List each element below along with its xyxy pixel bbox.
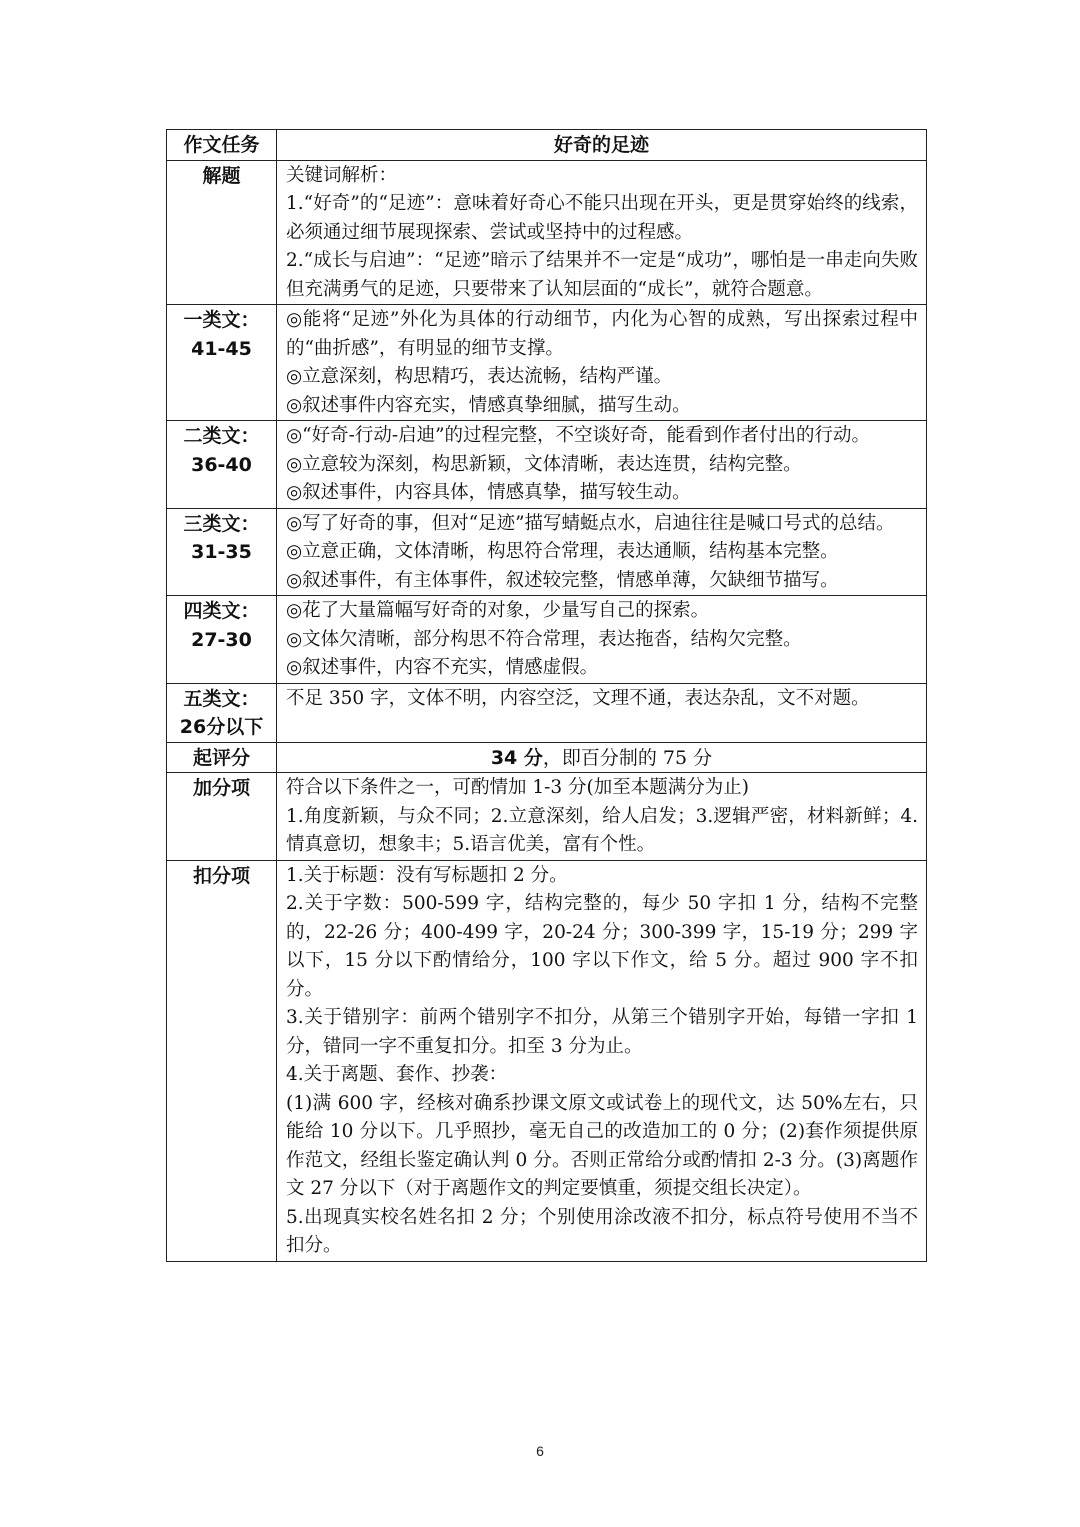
grade-name: 五类文： bbox=[183, 687, 260, 710]
page-number: 6 bbox=[536, 1443, 544, 1459]
score-percent-text: ，即百分制的 75 分 bbox=[542, 746, 713, 769]
grade-name: 三类文： bbox=[183, 512, 260, 535]
deduction-content bbox=[277, 860, 927, 1261]
deduction-line: 5.出现真实校名姓名扣 2 分；个别使用涂改液不扣分，标点符号使用不当不扣分。 bbox=[286, 1206, 918, 1256]
criteria-line: ◎写了好奇的事，但对“足迹”描写蜻蜓点水，启迪往往是喊口号式的总结。 bbox=[286, 512, 895, 534]
bonus-content bbox=[277, 773, 927, 861]
deduction-line: 2.关于字数：500-599 字，结构完整的，每少 50 字扣 1 分，结构不完整的，22-26 分；400-499 字，20-24 分；300-399 字，15-19 分；299 字以下，15 分以下酌情给分，100 字以下作文，给 5 分。超过 900 字不扣分。 bbox=[286, 893, 918, 1000]
grade-range: 26分以下 bbox=[179, 716, 264, 738]
grade-row-3 bbox=[167, 508, 927, 596]
grade-range: 27-30 bbox=[191, 628, 252, 651]
criteria-line: ◎“好奇-行动-启迪”的过程完整，不空谈好奇，能看到作者付出的行动。 bbox=[286, 425, 871, 446]
analysis-content bbox=[277, 160, 927, 305]
grade-criteria bbox=[277, 305, 927, 421]
criteria-line: 不足 350 字，文体不明，内容空泛，文理不通，表达杂乱，文不对题。 bbox=[286, 687, 870, 709]
scoring-table bbox=[166, 129, 927, 1262]
essay-title: 好奇的足迹 bbox=[277, 130, 927, 161]
bonus-line: 符合以下条件之一，可酌情加 1-3 分(加至本题满分为止) bbox=[286, 777, 749, 798]
grade-label bbox=[167, 421, 277, 509]
grade-range: 31-35 bbox=[191, 541, 252, 563]
criteria-line: ◎立意较为深刻，构思新颖，文体清晰，表达连贯，结构完整。 bbox=[286, 453, 802, 475]
grade-name: 四类文： bbox=[183, 600, 260, 622]
grade-criteria bbox=[277, 683, 927, 742]
grade-criteria bbox=[277, 421, 927, 509]
criteria-line: ◎叙述事件，内容不充实，情感虚假。 bbox=[286, 657, 599, 678]
criteria-line: ◎能将“足迹”外化为具体的行动细节，内化为心智的成熟，写出探索过程中的“曲折感”，有明显的细节支撑。 bbox=[286, 309, 918, 359]
grade-range: 41-45 bbox=[191, 337, 252, 360]
criteria-line: ◎立意正确，文体清晰，构思符合常理，表达通顺，结构基本完整。 bbox=[286, 541, 839, 562]
grade-label bbox=[167, 305, 277, 421]
grade-criteria bbox=[277, 508, 927, 596]
header-label: 作文任务 bbox=[167, 130, 277, 161]
starting-score-label: 起评分 bbox=[167, 742, 277, 773]
deduction-line: 3.关于错别字：前两个错别字不扣分，从第三个错别字开始，每错一字扣 1 分，错同一字不重复扣分。扣至 3 分为止。 bbox=[286, 1007, 918, 1057]
grade-label bbox=[167, 596, 277, 684]
deduction-line: (1)满 600 字，经核对确系抄课文原文或试卷上的现代文，达 50%左右，只能给 10 分以下。几乎照抄，毫无自己的改造加工的 0 分；(2)套作须提供原作范文，经组长鉴定确认判 0 分。否则正常给分或酌情扣 2-3 分。(3)离题作文 27 分以下（对于离题作文的判定要慎重，须提交组长决定）。 bbox=[286, 1092, 918, 1199]
table-header-row bbox=[167, 130, 927, 161]
bonus-row bbox=[167, 773, 927, 861]
criteria-line: ◎叙述事件内容充实，情感真挚细腻，描写生动。 bbox=[286, 394, 691, 416]
deduction-line: 4.关于离题、套作、抄袭： bbox=[286, 1064, 508, 1085]
starting-score-value bbox=[277, 742, 927, 773]
deduction-row bbox=[167, 860, 927, 1261]
criteria-line: ◎叙述事件，内容具体，情感真挚，描写较生动。 bbox=[286, 482, 691, 503]
deduction-line: 1.关于标题：没有写标题扣 2 分。 bbox=[286, 864, 568, 886]
bonus-label: 加分项 bbox=[167, 773, 277, 861]
grade-label bbox=[167, 683, 277, 742]
grade-row-5 bbox=[167, 683, 927, 742]
grade-row-2 bbox=[167, 421, 927, 509]
grade-label bbox=[167, 508, 277, 596]
analysis-label: 解题 bbox=[167, 160, 277, 305]
grade-range: 36-40 bbox=[191, 453, 252, 476]
grade-name: 二类文： bbox=[183, 425, 260, 447]
criteria-line: ◎花了大量篇幅写好奇的对象，少量写自己的探索。 bbox=[286, 600, 710, 621]
deduction-label: 扣分项 bbox=[167, 860, 277, 1261]
criteria-line: ◎叙述事件，有主体事件，叙述较完整，情感单薄，欠缺细节描写。 bbox=[286, 569, 839, 591]
analysis-line: 2.“成长与启迪”：“足迹”暗示了结果并不一定是“成功”，哪怕是一串走向失败但充满勇气的足迹，只要带来了认知层面的“成长”，就符合题意。 bbox=[286, 250, 918, 300]
analysis-line: 1.“好奇”的“足迹”：意味着好奇心不能只出现在开头，更是贯穿始终的线索，必须通过细节展现探索、尝试或坚持中的过程感。 bbox=[286, 193, 918, 243]
starting-score-row bbox=[167, 742, 927, 773]
grade-criteria bbox=[277, 596, 927, 684]
criteria-line: ◎文体欠清晰，部分构思不符合常理，表达拖沓，结构欠完整。 bbox=[286, 628, 802, 650]
analysis-row bbox=[167, 160, 927, 305]
grade-row-4 bbox=[167, 596, 927, 684]
score-number: 34 分 bbox=[490, 746, 543, 769]
analysis-line: 关键词解析： bbox=[286, 164, 398, 186]
grade-row-1 bbox=[167, 305, 927, 421]
criteria-line: ◎立意深刻，构思精巧，表达流畅，结构严谨。 bbox=[286, 366, 673, 387]
grade-name: 一类文： bbox=[183, 309, 260, 331]
bonus-line: 1.角度新颖，与众不同；2.立意深刻，给人启发；3.逻辑严密，材料新鲜；4.情真意切，想象丰；5.语言优美，富有个性。 bbox=[286, 805, 918, 855]
